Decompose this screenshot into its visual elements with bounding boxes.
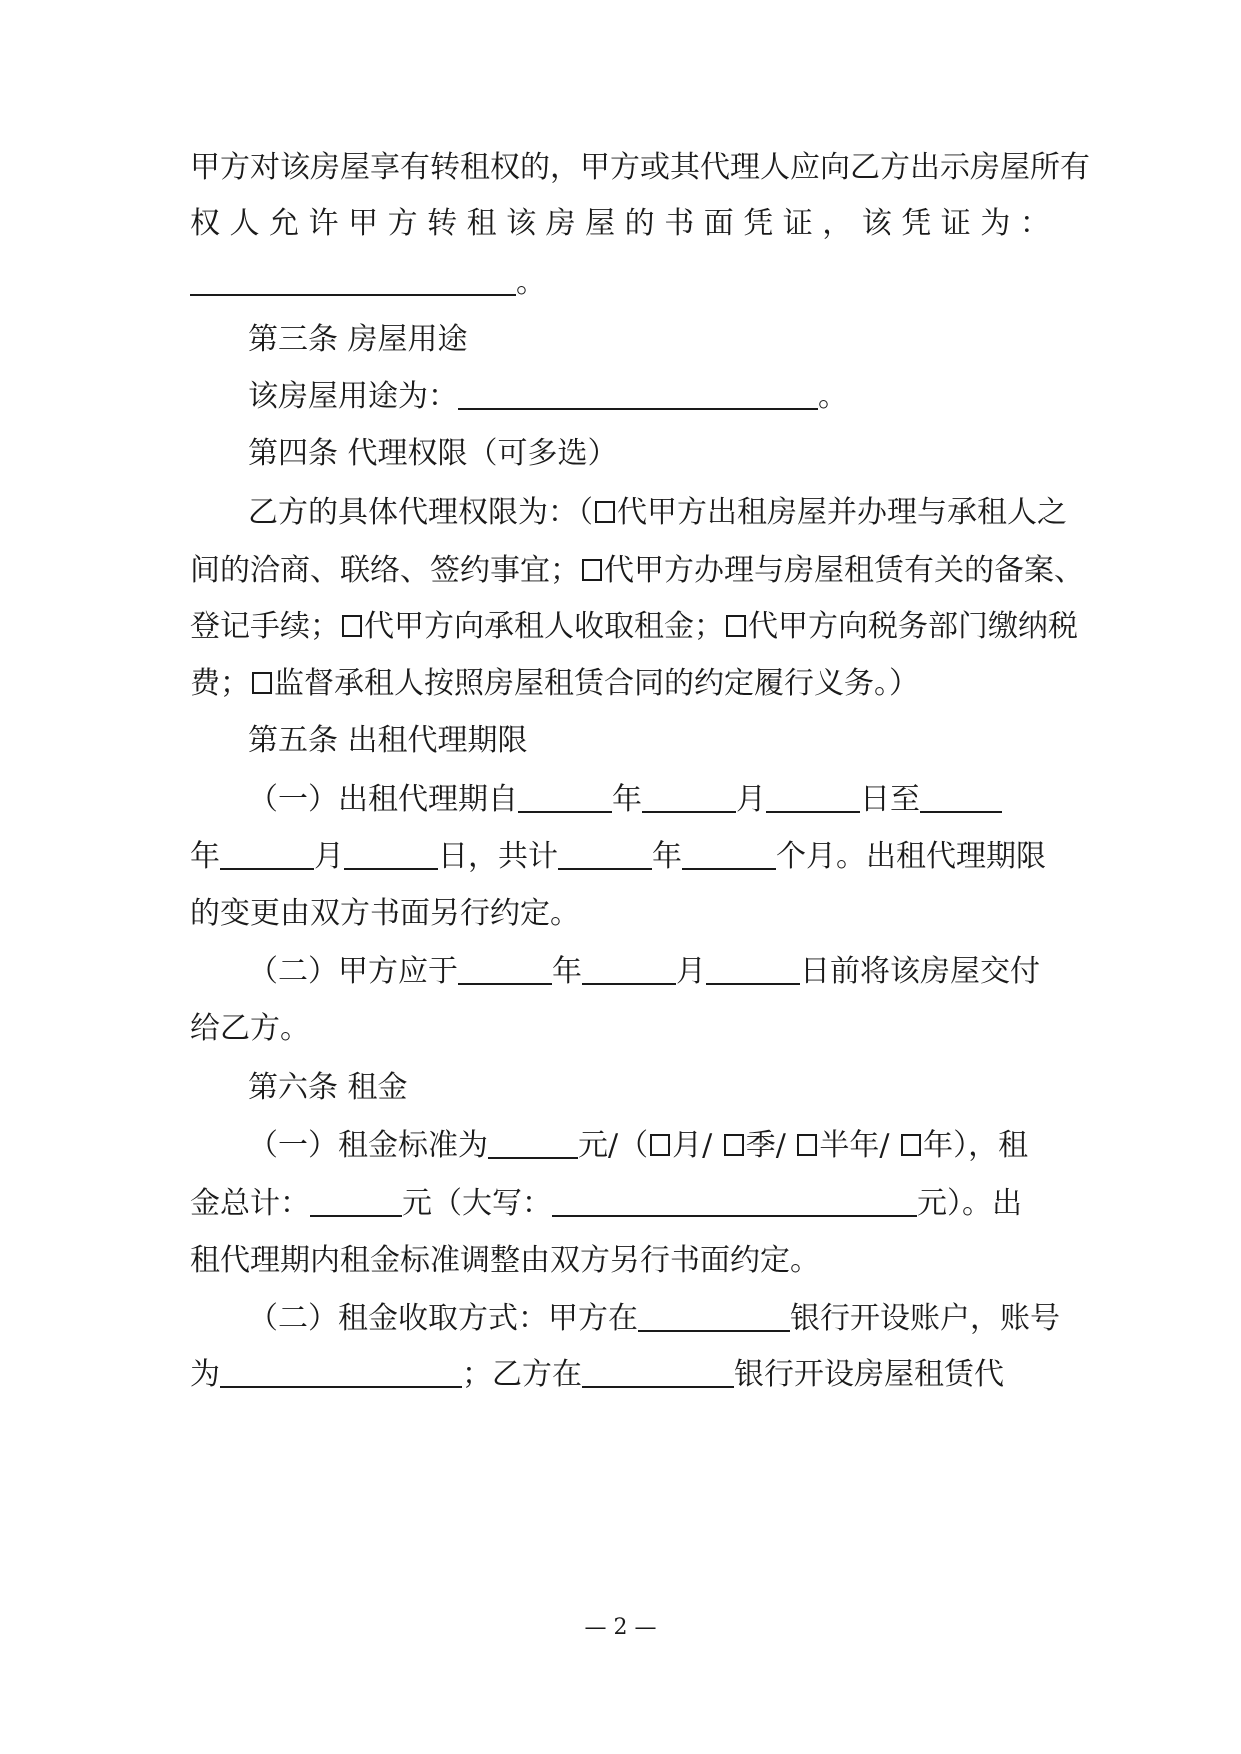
text-line: [0, 1009, 1241, 1049]
paragraph-text: （一）出租代理期自: [248, 782, 518, 817]
checkbox-year[interactable]: [901, 1134, 921, 1156]
justified-char: 的: [624, 206, 655, 241]
fill-blank-month[interactable]: [642, 783, 736, 813]
paragraph-text: 的变更由双方书面另行约定。: [190, 896, 580, 931]
article-heading: [0, 721, 1241, 761]
paragraph-text: 代甲方向税务部门缴纳税: [748, 609, 1078, 644]
paragraph-text: 登记手续；: [190, 609, 340, 644]
paragraph-text: 该房屋用途为：: [248, 379, 458, 414]
punctuation: 。: [516, 265, 546, 300]
paragraph-text: 日前将该房屋交付: [800, 954, 1040, 989]
fill-blank-bank[interactable]: [638, 1302, 790, 1332]
fill-blank-day[interactable]: [706, 955, 800, 985]
justified-char: 证: [782, 206, 813, 241]
fill-blank-year[interactable]: [458, 955, 552, 985]
fill-blank-year[interactable]: [518, 783, 612, 813]
paragraph-text: 监督承租人按照房屋租赁合同的约定履行义务。）: [274, 666, 919, 701]
unit-text: 月: [314, 839, 344, 874]
page-number: — 2 —: [584, 1615, 657, 1640]
justified-char: 证: [940, 206, 971, 241]
checkbox[interactable]: [582, 559, 602, 581]
article-heading: [0, 320, 1241, 360]
justified-char: 房: [545, 206, 576, 241]
fill-blank-total-uppercase[interactable]: [552, 1187, 917, 1217]
paragraph-text: 乙方的具体代理权限为：（: [248, 495, 593, 530]
fill-blank-day[interactable]: [766, 783, 860, 813]
option-label: 月/: [672, 1128, 722, 1163]
text-line: [0, 1299, 1241, 1339]
paragraph-text: 为: [190, 1357, 220, 1392]
paragraph-text: （二）租金收取方式：甲方在: [248, 1301, 638, 1336]
checkbox[interactable]: [595, 501, 615, 523]
justified-char: 甲: [348, 206, 379, 241]
text-line: [0, 780, 1241, 820]
checkbox-half-year[interactable]: [797, 1134, 817, 1156]
paragraph-text: 代甲方办理与房屋租赁有关的备案、: [604, 553, 1084, 588]
text-line-justified: [190, 204, 1050, 244]
fill-blank-months[interactable]: [682, 840, 776, 870]
text-line: [0, 837, 1241, 877]
heading-text: 第五条 出租代理期限: [248, 723, 528, 758]
paragraph-text: （二）甲方应于: [248, 954, 458, 989]
option-label: 季/: [745, 1128, 796, 1163]
checkbox[interactable]: [252, 672, 272, 694]
heading-text: 第六条 租金: [248, 1070, 408, 1105]
paragraph-text: 费；: [190, 666, 250, 701]
text-line: [0, 263, 1241, 303]
justified-char: 转: [427, 206, 458, 241]
option-label: 年），租: [923, 1128, 1029, 1163]
punctuation: 。: [818, 379, 848, 414]
justified-char: ，: [822, 206, 853, 241]
text-line: [0, 664, 1241, 704]
text-line: [0, 1126, 1241, 1166]
fill-blank-account[interactable]: [220, 1358, 462, 1388]
text-line: [0, 493, 1241, 533]
checkbox[interactable]: [726, 615, 746, 637]
text-line: [0, 1355, 1241, 1395]
justified-char: 人: [229, 206, 260, 241]
unit-text: 月: [736, 782, 766, 817]
paragraph-text: 金总计：: [190, 1186, 310, 1221]
text-line: [0, 607, 1241, 647]
paragraph-text: 代甲方出租房屋并办理与承租人之: [617, 495, 1067, 530]
justified-char: 凭: [743, 206, 774, 241]
fill-blank-total[interactable]: [310, 1187, 402, 1217]
unit-text: 年: [552, 954, 582, 989]
fill-blank-month[interactable]: [220, 840, 314, 870]
fill-blank-day[interactable]: [344, 840, 438, 870]
paragraph-text: 银行开设账户，账号: [790, 1301, 1060, 1336]
justified-char: 凭: [901, 206, 932, 241]
article-heading: [0, 434, 1241, 474]
paragraph-text: 银行开设房屋租赁代: [734, 1357, 1004, 1392]
checkbox-season[interactable]: [724, 1134, 744, 1156]
paragraph-text: 个月。出租代理期限: [776, 839, 1046, 874]
paragraph-text: 元）。出: [917, 1186, 1022, 1221]
heading-text: 第四条 代理权限（可多选）: [248, 436, 618, 471]
checkbox-month[interactable]: [650, 1134, 670, 1156]
justified-char: 书: [664, 206, 695, 241]
fill-blank-year[interactable]: [920, 783, 1002, 813]
justified-char: 该: [506, 206, 537, 241]
justified-char: 为: [980, 206, 1011, 241]
paragraph-text: 给乙方。: [190, 1011, 310, 1046]
fill-blank[interactable]: [458, 380, 818, 410]
fill-blank-bank[interactable]: [582, 1358, 734, 1388]
text-line: [0, 148, 1241, 188]
justified-char: 权: [190, 206, 220, 241]
unit-text: 日至: [860, 782, 920, 817]
text-line: [0, 1184, 1241, 1224]
justified-char: ：: [1019, 206, 1050, 241]
unit-text: 年: [612, 782, 642, 817]
option-label: 半年/: [819, 1128, 900, 1163]
article-heading: [0, 1068, 1241, 1108]
paragraph-text: 元（大写：: [402, 1186, 552, 1221]
unit-text: 月: [676, 954, 706, 989]
unit-text: 年: [652, 839, 682, 874]
fill-blank-rent[interactable]: [488, 1129, 578, 1159]
text-line: [0, 377, 1241, 417]
text-line: [0, 1241, 1241, 1281]
justified-char: 屋: [585, 206, 616, 241]
text-line: [0, 952, 1241, 992]
fill-blank-month[interactable]: [582, 955, 676, 985]
justified-char: 租: [466, 206, 497, 241]
paragraph-text: 元/（: [578, 1128, 649, 1163]
checkbox[interactable]: [342, 615, 362, 637]
justified-char: 面: [703, 206, 734, 241]
paragraph-text: 日，共计: [438, 839, 558, 874]
justified-char: 该: [861, 206, 892, 241]
paragraph-text: ；乙方在: [462, 1357, 582, 1392]
paragraph-text: 代甲方向承租人收取租金；: [364, 609, 724, 644]
fill-blank[interactable]: [190, 266, 516, 296]
justified-char: 方: [387, 206, 418, 241]
text-line: [0, 894, 1241, 934]
heading-text: 第三条 房屋用途: [248, 322, 468, 357]
unit-text: 年: [190, 839, 220, 874]
justified-char: 允: [269, 206, 300, 241]
paragraph-text: 间的洽商、联络、签约事宜；: [190, 553, 580, 588]
paragraph-text: 租代理期内租金标准调整由双方另行书面约定。: [190, 1243, 820, 1278]
fill-blank-years[interactable]: [558, 840, 652, 870]
text-line: [0, 551, 1241, 591]
paragraph-text: 甲方对该房屋享有转租权的，甲方或其代理人应向乙方出示房屋所有: [190, 150, 1090, 185]
justified-char: 许: [308, 206, 339, 241]
paragraph-text: （一）租金标准为: [248, 1128, 488, 1163]
